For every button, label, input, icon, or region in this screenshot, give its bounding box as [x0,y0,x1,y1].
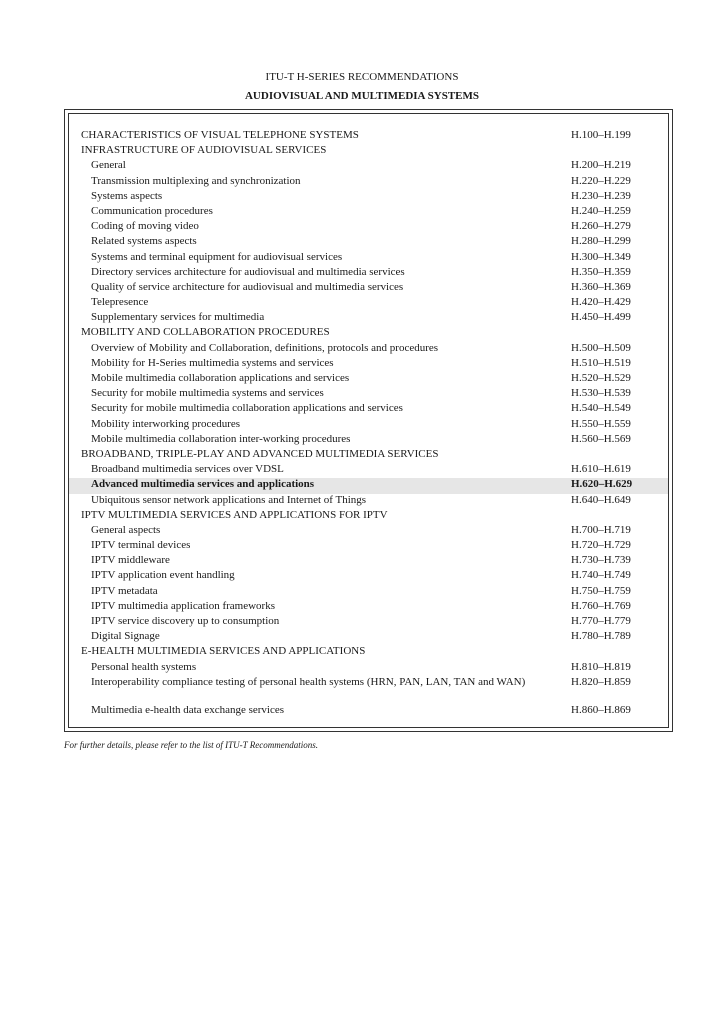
row-range: H.450–H.499 [571,311,631,324]
table-row [69,311,668,326]
table-row [69,676,668,704]
table-row [69,418,668,433]
row-label: Mobility for H-Series multimedia systems and services [91,356,334,369]
row-range: H.220–H.229 [571,174,631,187]
table-row [69,372,668,387]
table-row [69,387,668,402]
row-range: H.350–H.359 [571,265,631,278]
table-row [69,281,668,296]
table-row [69,539,668,554]
row-range: H.530–H.539 [571,387,631,400]
row-range: H.750–H.759 [571,584,631,597]
row-range: H.620–H.629 [571,478,633,491]
row-label: Systems and terminal equipment for audiovisual services [91,250,343,263]
table-row [69,342,668,357]
row-label: IPTV terminal devices [91,539,191,552]
table-row [69,433,668,448]
row-label: CHARACTERISTICS OF VISUAL TELEPHONE SYSTEMS [81,129,359,141]
row-range: H.230–H.239 [571,189,631,202]
section-heading-row [69,144,668,159]
row-range: H.550–H.559 [571,417,631,430]
table-row [69,220,668,235]
row-range: H.500–H.509 [571,341,631,354]
row-label: E-HEALTH MULTIMEDIA SERVICES AND APPLICATIONS [81,645,366,658]
section-heading-row [69,448,668,463]
recommendations-table [64,109,673,732]
row-label: INFRASTRUCTURE OF AUDIOVISUAL SERVICES [81,144,327,157]
table-row [69,615,668,630]
row-label: IPTV application event handling [91,569,235,582]
row-range: H.520–H.529 [571,372,631,384]
row-range: H.300–H.349 [571,250,631,263]
row-range: H.560–H.569 [571,432,631,445]
row-label: Ubiquitous sensor network applications and Internet of Things [91,493,367,506]
row-label: IPTV middleware [91,554,170,567]
row-label: Personal health systems [91,660,197,673]
row-label: Coding of moving video [91,220,199,233]
table-row [69,704,668,719]
row-label: Telepresence [91,296,149,309]
row-label: Security for mobile multimedia collaboration applications and services [91,402,403,415]
row-label: Advanced multimedia services and applications [91,478,315,491]
series-title: ITU-T H-SERIES RECOMMENDATIONS [265,71,459,83]
row-range: H.100–H.199 [571,129,631,141]
row-label: Systems aspects [91,189,163,202]
table-row [69,159,668,174]
table-row [69,478,668,493]
row-label: MOBILITY AND COLLABORATION PROCEDURES [81,326,330,339]
row-range: H.540–H.549 [571,402,631,415]
row-label: Mobility interworking procedures [91,417,241,430]
table-row [69,251,668,266]
section-heading-row [69,326,668,341]
table-row [69,357,668,372]
row-label: Quality of service architecture for audiovisual and multimedia services [91,280,404,293]
row-label: IPTV service discovery up to consumption [91,615,280,627]
row-range: H.360–H.369 [571,280,631,293]
row-label: Transmission multiplexing and synchronization [91,174,301,187]
row-label: Mobile multimedia collaboration applications and services [91,372,350,384]
table-row [69,600,668,615]
series-subtitle: AUDIOVISUAL AND MULTIMEDIA SYSTEMS [244,90,479,102]
row-range: H.640–H.649 [571,493,631,506]
row-range: H.420–H.429 [571,296,631,309]
row-label: General aspects [91,523,161,536]
table-row [69,175,668,190]
row-label: Directory services architecture for audiovisual and multimedia services [91,265,405,278]
row-label: Related systems aspects [91,235,197,248]
row-label: Communication procedures [91,204,213,217]
row-label: Digital Signage [91,630,160,643]
table-row [69,524,668,539]
row-range: H.610–H.619 [571,463,631,476]
row-range: H.820–H.859 [571,675,631,688]
row-range: H.810–H.819 [571,660,631,673]
table-inner-border [68,113,669,728]
row-range: H.770–H.779 [571,615,631,627]
row-label: IPTV multimedia application frameworks [91,599,276,612]
row-label: IPTV metadata [91,584,158,597]
row-range: H.860–H.869 [571,703,631,716]
row-label: Security for mobile multimedia systems and services [91,387,324,400]
row-range: H.280–H.299 [571,235,631,248]
row-range: H.740–H.749 [571,569,631,582]
row-label: Multimedia e-health data exchange services [91,703,285,716]
row-range: H.200–H.219 [571,159,631,172]
table-row [69,463,668,478]
row-range: H.720–H.729 [571,539,631,552]
table-row [69,494,668,509]
table-row [69,661,668,676]
row-label: Broadband multimedia services over VDSL [91,463,284,476]
row-label: Overview of Mobility and Collaboration, definitions, protocols and procedures [91,341,439,354]
table-row [69,205,668,220]
table-row [69,266,668,281]
table-row [69,296,668,311]
row-label: Supplementary services for multimedia [91,311,265,324]
section-heading-row [69,645,668,660]
table-row [69,190,668,205]
table-row [69,585,668,600]
row-range: H.510–H.519 [571,356,631,369]
footer-note: For further details, please refer to the list of ITU-T Recommendations. [64,740,318,750]
row-label: Mobile multimedia collaboration inter-working procedures [91,432,351,445]
table-row [69,235,668,250]
row-range: H.730–H.739 [571,554,631,567]
table-row [69,630,668,645]
row-range: H.760–H.769 [571,599,631,612]
row-label: Interoperability compliance testing of personal health systems (HRN, PAN, LAN, TAN and WAN) [91,675,526,688]
table-row [69,569,668,584]
row-range: H.260–H.279 [571,220,631,233]
table-row [69,554,668,569]
row-label: General [91,159,126,172]
section-heading-row [69,129,668,144]
table-rows [69,129,668,719]
table-row [69,402,668,417]
row-range: H.240–H.259 [571,204,631,217]
row-label: IPTV MULTIMEDIA SERVICES AND APPLICATIONS FOR IPTV [81,508,388,521]
row-label: BROADBAND, TRIPLE-PLAY AND ADVANCED MULTIMEDIA SERVICES [81,447,439,460]
section-heading-row [69,509,668,524]
row-range: H.700–H.719 [571,523,631,536]
row-range: H.780–H.789 [571,630,631,643]
